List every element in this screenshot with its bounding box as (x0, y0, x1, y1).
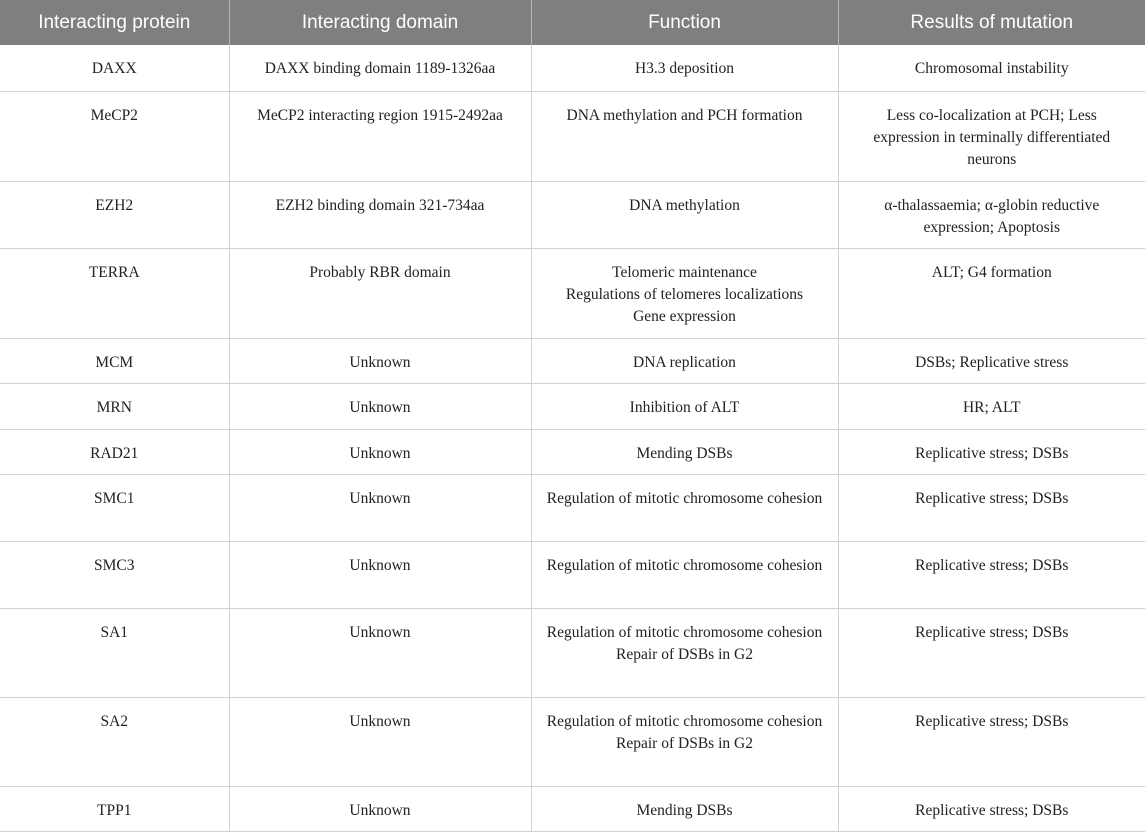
function-line: DNA methylation (629, 196, 740, 214)
mutation-cell (838, 248, 1145, 338)
mutation-cell (838, 786, 1145, 831)
mutation-line: Replicative stress; DSBs (915, 444, 1069, 462)
mutation-line: α-thalassaemia; α-globin reductive expression; Apoptosis (884, 196, 1100, 236)
table-row (0, 429, 1145, 474)
mutation-cell (838, 541, 1145, 608)
function-line: Repair of DSBs in G2 (616, 645, 753, 663)
function-cell (531, 248, 838, 338)
function-cell (531, 429, 838, 474)
function-cell (531, 338, 838, 383)
mutation-cell (838, 338, 1145, 383)
protein-cell: SMC3 (0, 541, 229, 608)
protein-cell: SA1 (0, 608, 229, 697)
function-line: Repair of DSBs in G2 (616, 734, 753, 752)
mutation-line: Less co-localization at PCH; Less expression in terminally differentiated neurons (873, 106, 1111, 168)
protein-cell: EZH2 (0, 181, 229, 248)
mutation-cell (838, 91, 1145, 181)
mutation-cell (838, 697, 1145, 786)
table-row (0, 474, 1145, 541)
table-row (0, 45, 1145, 91)
protein-cell: TERRA (0, 248, 229, 338)
domain-cell: EZH2 binding domain 321-734aa (229, 181, 531, 248)
header-row (0, 0, 1145, 45)
mutation-line: HR; ALT (962, 398, 1021, 416)
header-function: Function (531, 0, 838, 45)
function-line: Telomeric maintenance (612, 263, 757, 281)
header-interacting-domain: Interacting domain (229, 0, 531, 45)
domain-cell: Unknown (229, 608, 531, 697)
domain-cell: Unknown (229, 541, 531, 608)
protein-cell: RAD21 (0, 429, 229, 474)
domain-cell: Unknown (229, 429, 531, 474)
domain-cell: DAXX binding domain 1189-1326aa (229, 45, 531, 91)
function-line: Mending DSBs (636, 444, 733, 462)
table-row (0, 786, 1145, 831)
protein-cell: MCM (0, 338, 229, 383)
function-cell (531, 474, 838, 541)
domain-cell: MeCP2 interacting region 1915-2492aa (229, 91, 531, 181)
table-row (0, 181, 1145, 248)
mutation-cell (838, 181, 1145, 248)
protein-cell: MeCP2 (0, 91, 229, 181)
protein-cell: MRN (0, 383, 229, 429)
function-cell (531, 697, 838, 786)
mutation-line: Replicative stress; DSBs (915, 712, 1069, 730)
header-results-of-mutation: Results of mutation (838, 0, 1145, 45)
function-cell (531, 91, 838, 181)
mutation-cell (838, 383, 1145, 429)
function-line: DNA replication (633, 353, 736, 371)
mutation-cell (838, 474, 1145, 541)
table-row (0, 383, 1145, 429)
table-row (0, 91, 1145, 181)
function-cell (531, 181, 838, 248)
protein-cell: TPP1 (0, 786, 229, 831)
table-row (0, 608, 1145, 697)
domain-cell: Unknown (229, 786, 531, 831)
mutation-line: Replicative stress; DSBs (915, 801, 1069, 819)
protein-cell: SMC1 (0, 474, 229, 541)
header-interacting-protein: Interacting protein (0, 0, 229, 45)
table-row (0, 248, 1145, 338)
domain-cell: Unknown (229, 383, 531, 429)
domain-cell: Unknown (229, 338, 531, 383)
mutation-line: Chromosomal instability (914, 60, 1069, 77)
function-line: Regulation of mitotic chromosome cohesion (546, 489, 823, 507)
table-row (0, 541, 1145, 608)
mutation-cell (838, 429, 1145, 474)
table-row (0, 338, 1145, 383)
mutation-cell (838, 45, 1145, 91)
mutation-line: Replicative stress; DSBs (915, 556, 1069, 574)
protein-cell: DAXX (0, 45, 229, 91)
mutation-cell (838, 608, 1145, 697)
function-cell (531, 541, 838, 608)
mutation-line: ALT; G4 formation (931, 263, 1052, 281)
function-line: Regulations of telomeres localizations (565, 285, 804, 303)
table-row (0, 697, 1145, 786)
function-cell (531, 383, 838, 429)
domain-cell: Unknown (229, 697, 531, 786)
function-line: Regulation of mitotic chromosome cohesion (546, 712, 823, 730)
function-line: DNA methylation and PCH formation (566, 106, 803, 124)
function-cell (531, 45, 838, 91)
function-line: Regulation of mitotic chromosome cohesion (546, 623, 823, 641)
mutation-line: Replicative stress; DSBs (915, 623, 1069, 641)
function-line: Inhibition of ALT (629, 398, 740, 416)
function-cell (531, 608, 838, 697)
domain-cell: Probably RBR domain (229, 248, 531, 338)
domain-cell: Unknown (229, 474, 531, 541)
function-line: H3.3 deposition (634, 60, 735, 77)
mutation-line: DSBs; Replicative stress (915, 353, 1069, 371)
function-cell (531, 786, 838, 831)
function-line: Mending DSBs (636, 801, 733, 819)
protein-cell: SA2 (0, 697, 229, 786)
mutation-line: Replicative stress; DSBs (915, 489, 1069, 507)
function-line: Gene expression (633, 307, 736, 325)
function-line: Regulation of mitotic chromosome cohesion (546, 556, 823, 574)
